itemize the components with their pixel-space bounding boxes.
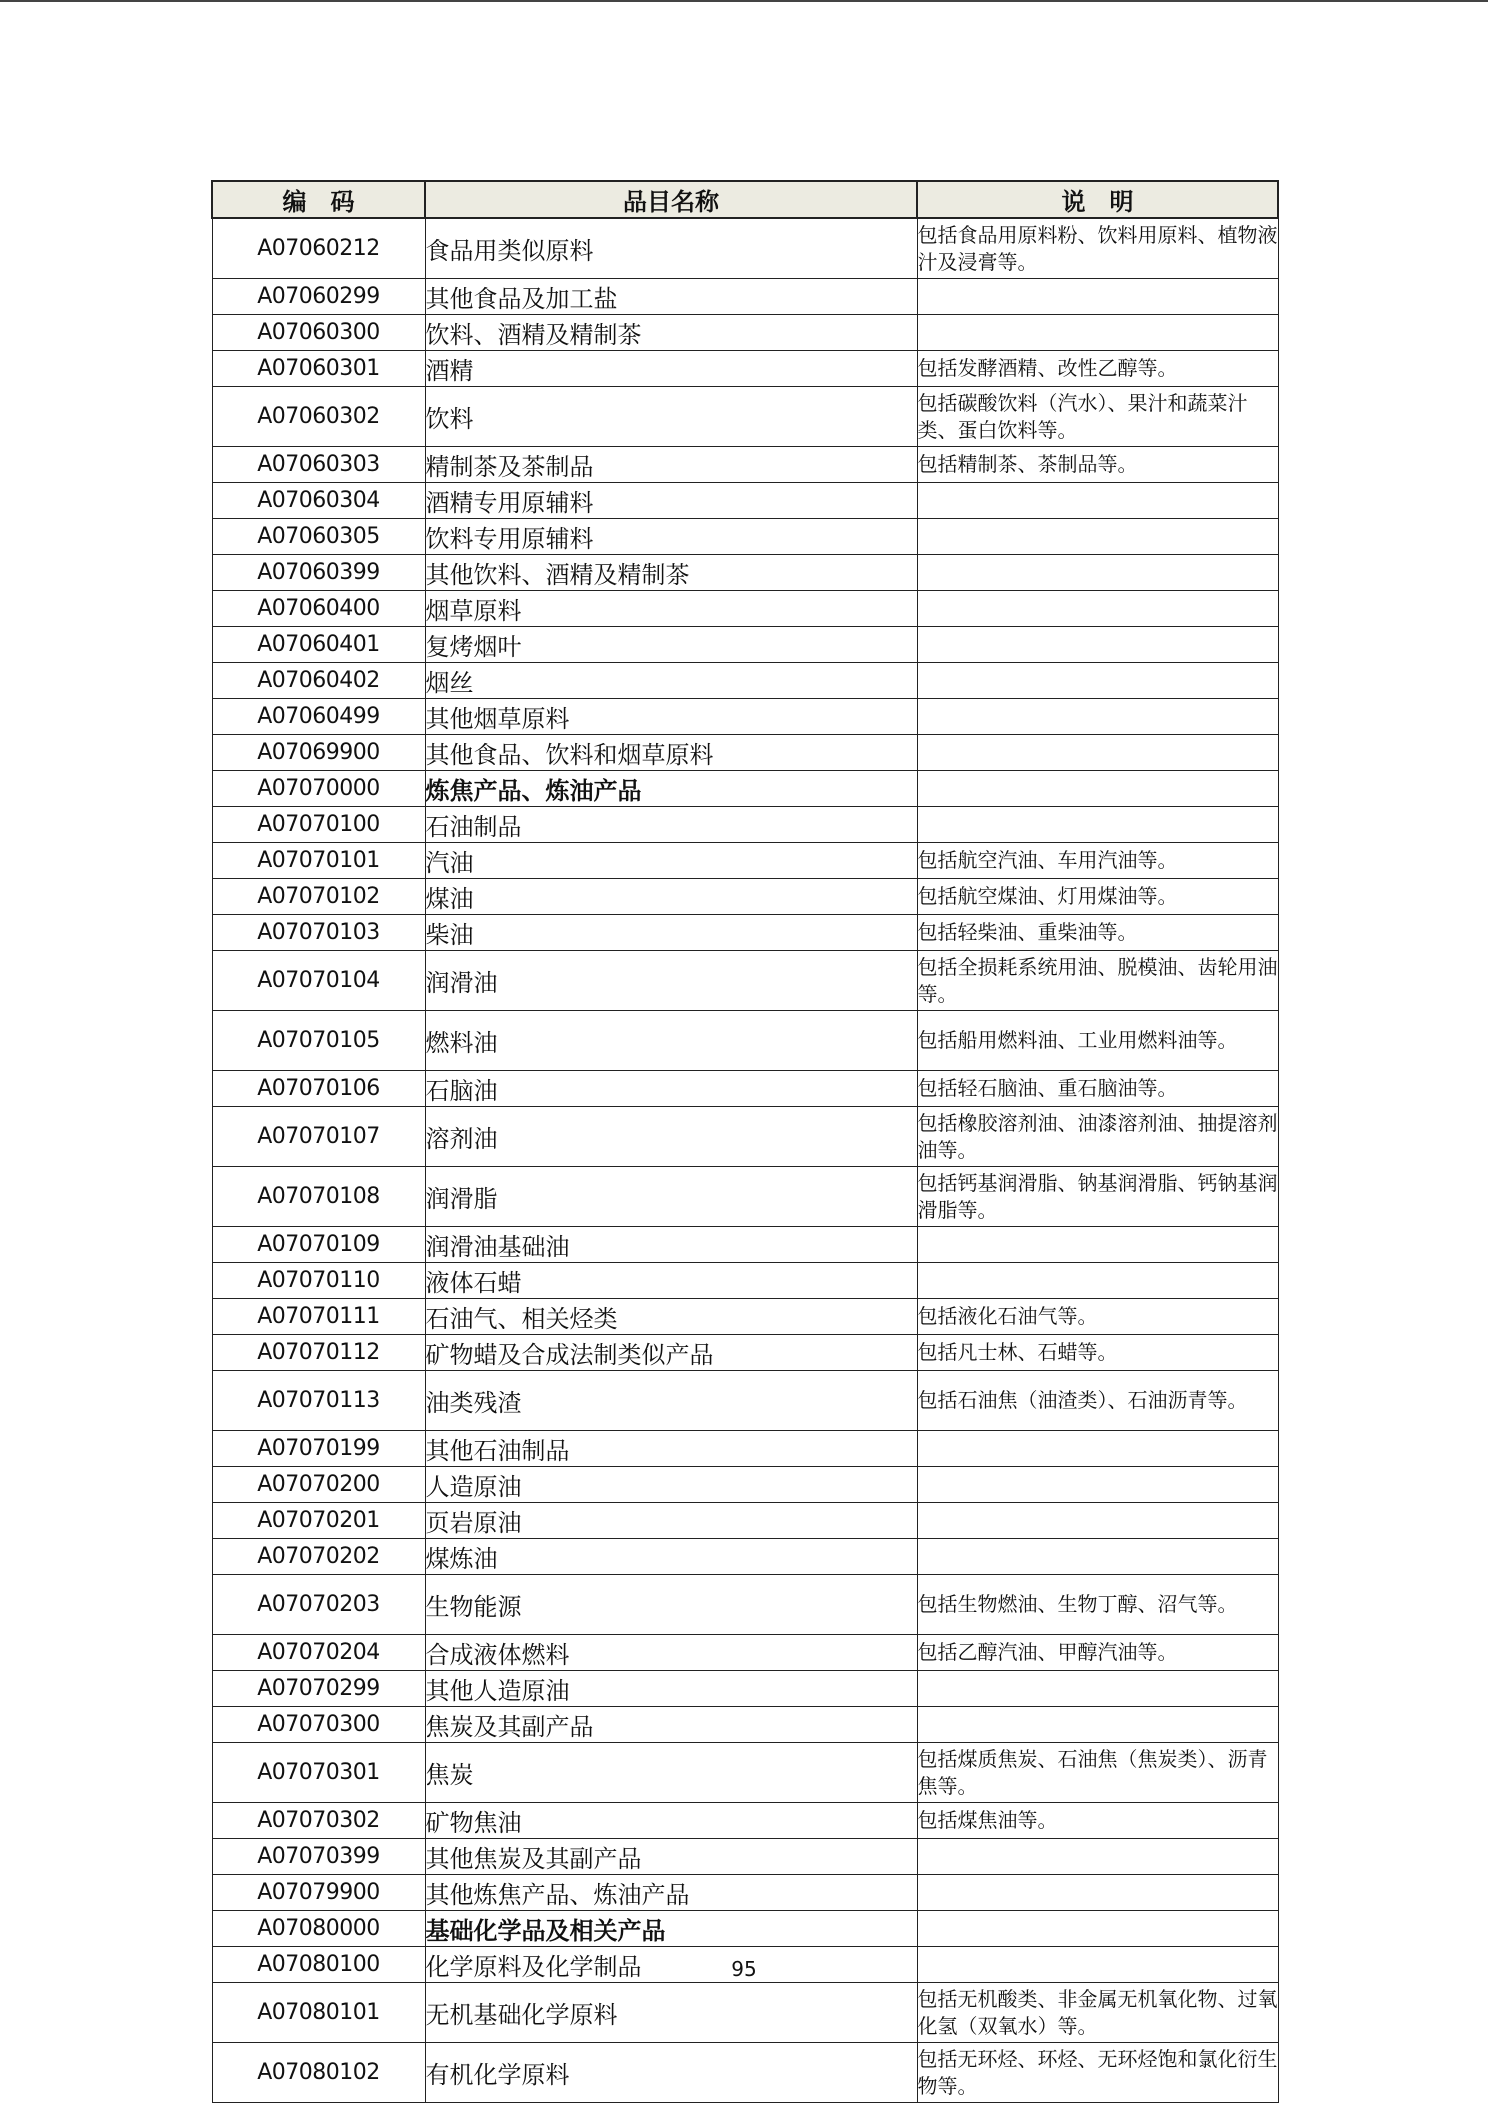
table-row [212,1467,1278,1503]
item-code: A07070107 [212,1107,425,1167]
item-name: 酒精 [425,351,917,387]
table-row [212,1299,1278,1335]
item-code: A07070203 [212,1575,425,1635]
item-name: 石油制品 [425,807,917,843]
table-row [212,1875,1278,1911]
item-description [917,807,1278,843]
item-name: 燃料油 [425,1011,917,1071]
table-row [212,735,1278,771]
item-description [917,663,1278,699]
item-description [917,1707,1278,1743]
item-name: 炼焦产品、炼油产品 [425,771,917,807]
item-description: 包括轻石脑油、重石脑油等。 [917,1071,1278,1107]
item-description [917,519,1278,555]
table-row [212,1503,1278,1539]
item-name: 复烤烟叶 [425,627,917,663]
item-name: 有机化学原料 [425,2043,917,2103]
item-description [917,1839,1278,1875]
table-row [212,951,1278,1011]
item-name: 石脑油 [425,1071,917,1107]
item-description: 包括发酵酒精、改性乙醇等。 [917,351,1278,387]
item-code: A07060300 [212,315,425,351]
item-name: 焦炭 [425,1743,917,1803]
item-name: 其他食品、饮料和烟草原料 [425,735,917,771]
item-code: A07070103 [212,915,425,951]
item-name: 其他人造原油 [425,1671,917,1707]
item-description [917,483,1278,519]
item-code: A07060402 [212,663,425,699]
item-code: A07079900 [212,1875,425,1911]
table-row [212,1635,1278,1671]
item-code: A07060400 [212,591,425,627]
item-code: A07070301 [212,1743,425,1803]
item-code: A07070399 [212,1839,425,1875]
item-description: 包括煤质焦炭、石油焦（焦炭类）、沥青焦等。 [917,1743,1278,1803]
item-name: 人造原油 [425,1467,917,1503]
table-row [212,1911,1278,1947]
table-row [212,1011,1278,1071]
table-row [212,663,1278,699]
item-description: 包括精制茶、茶制品等。 [917,447,1278,483]
table-row [212,218,1278,279]
table-row [212,1575,1278,1635]
item-code: A07060212 [212,218,425,279]
item-name: 其他焦炭及其副产品 [425,1839,917,1875]
item-name: 化学原料及化学制品 [425,1947,917,1983]
table-row [212,2043,1278,2103]
item-code: A07070199 [212,1431,425,1467]
item-code: A07070110 [212,1263,425,1299]
item-code: A07080100 [212,1947,425,1983]
item-code: A07060301 [212,351,425,387]
item-code: A07060401 [212,627,425,663]
item-description: 包括航空煤油、灯用煤油等。 [917,879,1278,915]
table-row [212,351,1278,387]
item-name: 酒精专用原辅料 [425,483,917,519]
item-code: A07070302 [212,1803,425,1839]
item-name: 其他炼焦产品、炼油产品 [425,1875,917,1911]
item-description: 包括橡胶溶剂油、油漆溶剂油、抽提溶剂油等。 [917,1107,1278,1167]
item-name: 煤炼油 [425,1539,917,1575]
item-description [917,1227,1278,1263]
item-code: A07070112 [212,1335,425,1371]
table-row [212,1803,1278,1839]
item-name: 石油气、相关烃类 [425,1299,917,1335]
item-description [917,1911,1278,1947]
item-description [917,627,1278,663]
item-description [917,699,1278,735]
item-description [917,1875,1278,1911]
item-code: A07070202 [212,1539,425,1575]
item-code: A07069900 [212,735,425,771]
item-name: 焦炭及其副产品 [425,1707,917,1743]
item-description: 包括全损耗系统用油、脱模油、齿轮用油等。 [917,951,1278,1011]
item-name: 润滑油基础油 [425,1227,917,1263]
item-name: 其他烟草原料 [425,699,917,735]
item-name: 基础化学品及相关产品 [425,1911,917,1947]
table-row [212,1707,1278,1743]
table-row [212,771,1278,807]
item-name: 油类残渣 [425,1371,917,1431]
top-border-line [0,0,1488,2]
item-name: 润滑脂 [425,1167,917,1227]
item-description: 包括凡士林、石蜡等。 [917,1335,1278,1371]
item-description: 包括无环烃、环烃、无环烃饱和氯化衍生物等。 [917,2043,1278,2103]
item-name: 煤油 [425,879,917,915]
item-code: A07080101 [212,1983,425,2043]
table-row [212,1227,1278,1263]
table-row [212,279,1278,315]
item-description: 包括食品用原料粉、饮料用原料、植物液汁及浸膏等。 [917,218,1278,279]
table-row [212,627,1278,663]
item-description: 包括石油焦（油渣类）、石油沥青等。 [917,1371,1278,1431]
item-description: 包括无机酸类、非金属无机氧化物、过氧化氢（双氧水）等。 [917,1983,1278,2043]
item-description [917,735,1278,771]
item-name: 烟丝 [425,663,917,699]
column-header-name: 品目名称 [425,181,917,218]
item-name: 其他食品及加工盐 [425,279,917,315]
item-code: A07070106 [212,1071,425,1107]
item-name: 生物能源 [425,1575,917,1635]
table-row [212,447,1278,483]
table-row [212,1983,1278,2043]
item-code: A07070108 [212,1167,425,1227]
table-row [212,519,1278,555]
item-code: A07060499 [212,699,425,735]
item-code: A07060399 [212,555,425,591]
item-code: A07070201 [212,1503,425,1539]
item-name: 烟草原料 [425,591,917,627]
item-description [917,555,1278,591]
item-description: 包括煤焦油等。 [917,1803,1278,1839]
item-code: A07060305 [212,519,425,555]
table-row [212,1431,1278,1467]
item-description: 包括液化石油气等。 [917,1299,1278,1335]
item-code: A07070200 [212,1467,425,1503]
header-row [212,181,1278,218]
item-name: 矿物蜡及合成法制类似产品 [425,1335,917,1371]
table-row [212,387,1278,447]
column-header-code: 编 码 [212,181,425,218]
item-name: 溶剂油 [425,1107,917,1167]
item-name: 其他饮料、酒精及精制茶 [425,555,917,591]
item-code: A07060304 [212,483,425,519]
table-row [212,1839,1278,1875]
item-description [917,315,1278,351]
table-row [212,1335,1278,1371]
item-code: A07070100 [212,807,425,843]
item-name: 其他石油制品 [425,1431,917,1467]
item-name: 饮料 [425,387,917,447]
table-row [212,1371,1278,1431]
item-code: A07070109 [212,1227,425,1263]
table-row [212,483,1278,519]
item-name: 无机基础化学原料 [425,1983,917,2043]
item-code: A07070204 [212,1635,425,1671]
item-description [917,591,1278,627]
item-code: A07070101 [212,843,425,879]
column-header-desc: 说 明 [917,181,1278,218]
item-description: 包括航空汽油、车用汽油等。 [917,843,1278,879]
item-code: A07070111 [212,1299,425,1335]
item-name: 矿物焦油 [425,1803,917,1839]
item-description [917,771,1278,807]
item-code: A07080102 [212,2043,425,2103]
item-description [917,1671,1278,1707]
item-description [917,1503,1278,1539]
table-row [212,915,1278,951]
table-row [212,879,1278,915]
item-name: 饮料、酒精及精制茶 [425,315,917,351]
item-name: 润滑油 [425,951,917,1011]
table-row [212,1107,1278,1167]
item-name: 柴油 [425,915,917,951]
item-description: 包括乙醇汽油、甲醇汽油等。 [917,1635,1278,1671]
table-row [212,1263,1278,1299]
item-description [917,279,1278,315]
table-row [212,591,1278,627]
item-code: A07060302 [212,387,425,447]
item-name: 页岩原油 [425,1503,917,1539]
item-code: A07060303 [212,447,425,483]
item-description: 包括碳酸饮料（汽水）、果汁和蔬菜汁类、蛋白饮料等。 [917,387,1278,447]
item-name: 饮料专用原辅料 [425,519,917,555]
item-code: A07070300 [212,1707,425,1743]
table-row [212,843,1278,879]
table-body [212,218,1278,2103]
item-description: 包括船用燃料油、工业用燃料油等。 [917,1011,1278,1071]
item-name: 精制茶及茶制品 [425,447,917,483]
catalog-table [211,180,1279,2103]
item-description [917,1539,1278,1575]
item-code: A07070104 [212,951,425,1011]
item-name: 食品用类似原料 [425,218,917,279]
item-description [917,1467,1278,1503]
table-row [212,315,1278,351]
item-description [917,1431,1278,1467]
table-row [212,1539,1278,1575]
item-description: 包括钙基润滑脂、钠基润滑脂、钙钠基润滑脂等。 [917,1167,1278,1227]
item-code: A07070113 [212,1371,425,1431]
item-code: A07070102 [212,879,425,915]
item-code: A07070299 [212,1671,425,1707]
item-description: 包括轻柴油、重柴油等。 [917,915,1278,951]
table-row [212,807,1278,843]
item-name: 汽油 [425,843,917,879]
table-row [212,1671,1278,1707]
item-description [917,1263,1278,1299]
table-row [212,1071,1278,1107]
table-row [212,1167,1278,1227]
item-name: 液体石蜡 [425,1263,917,1299]
item-name: 合成液体燃料 [425,1635,917,1671]
item-code: A07060299 [212,279,425,315]
item-code: A07080000 [212,1911,425,1947]
page-number: 95 [731,1957,757,1981]
item-description: 包括生物燃油、生物丁醇、沼气等。 [917,1575,1278,1635]
table-row [212,699,1278,735]
item-code: A07070000 [212,771,425,807]
table-row [212,1743,1278,1803]
table-row [212,555,1278,591]
item-code: A07070105 [212,1011,425,1071]
